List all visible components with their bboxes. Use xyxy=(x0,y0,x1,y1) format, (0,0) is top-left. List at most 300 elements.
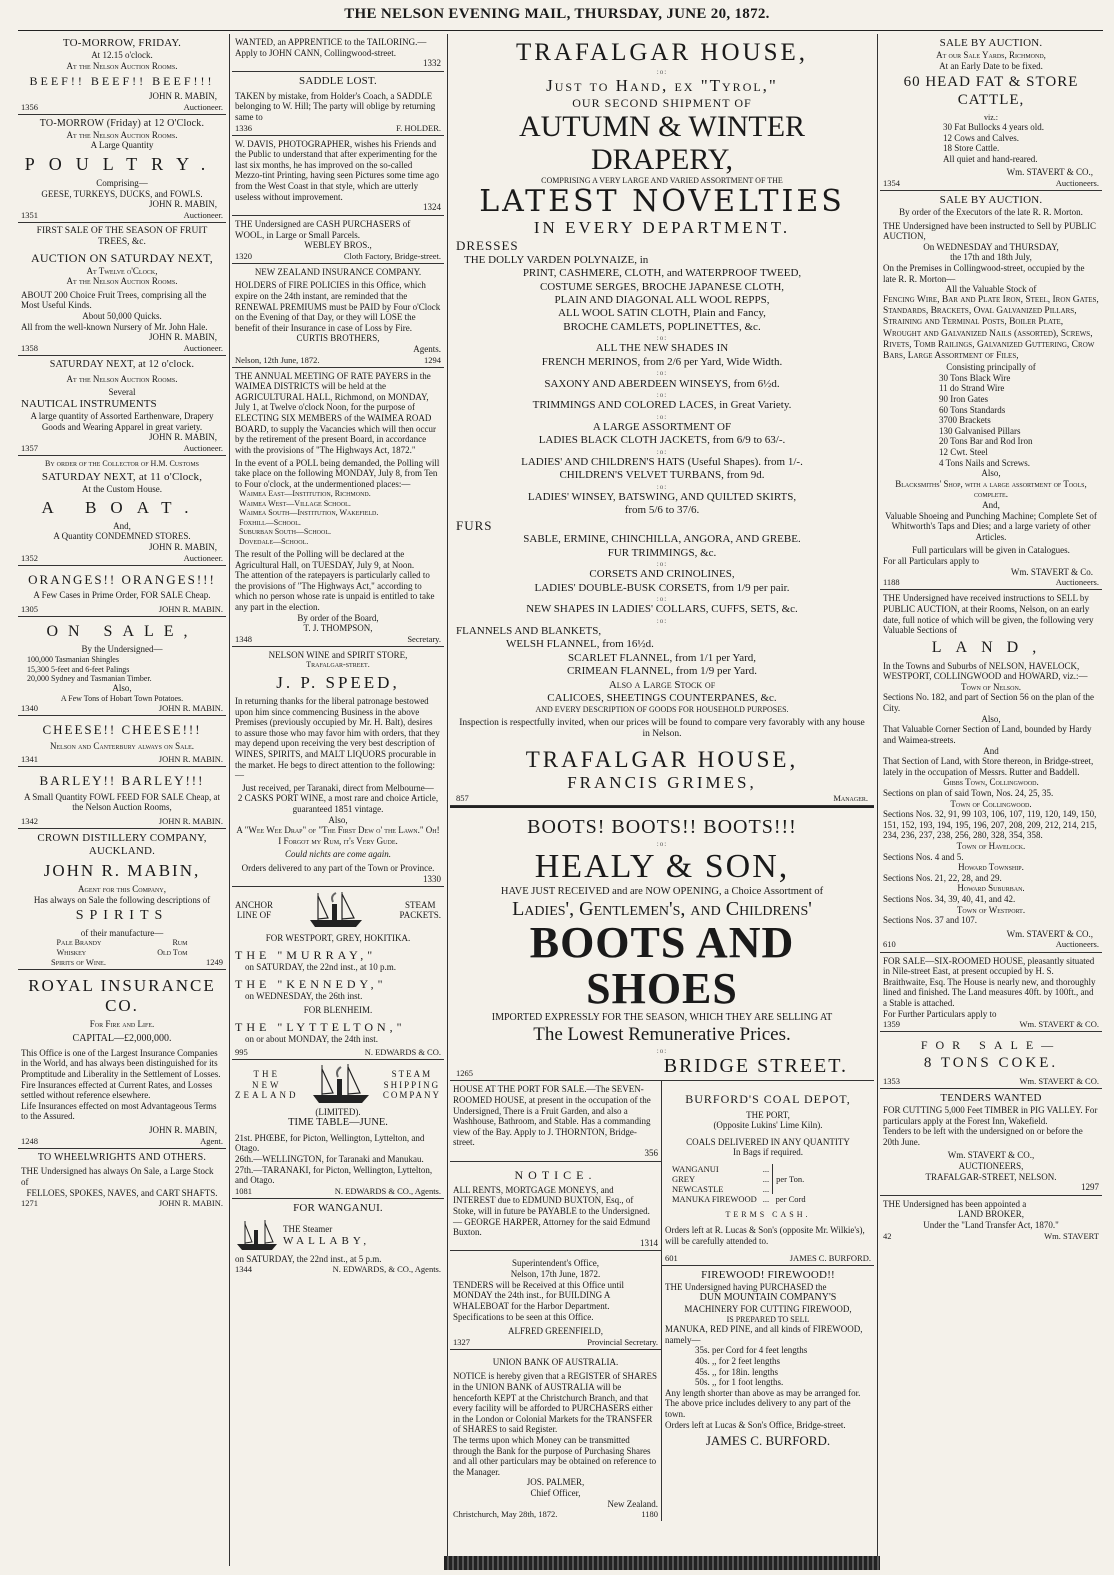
ad-signature: JOHN R. MABIN. xyxy=(158,815,223,826)
ad-role: Secretary. xyxy=(407,633,441,644)
list-item: CRIMEAN FLANNEL, from 1/9 per Yard. xyxy=(566,665,758,678)
list-item: FUR TRIMMINGS, &c. xyxy=(607,546,717,559)
ad-heading: NELSON WINE and SPIRIT STORE, xyxy=(268,649,408,660)
list-item: LADIES' DOUBLE-BUSK CORSETS, from 1/9 per pair. xyxy=(534,581,790,594)
coal-price-table: WANGANUI ... per Ton. GREY ... NEWCASTLE ... MANUKA FIREWOOD ... per Cord xyxy=(669,1164,809,1204)
list-item: 26th.—WELLINGTON, for Taranaki and Manukau. xyxy=(235,1154,424,1165)
ad-signature: Wm. STAVERT xyxy=(1044,1230,1099,1241)
list-item: 11 do Strand Wire xyxy=(939,383,1005,394)
ad-text: Town of Nelson. xyxy=(960,681,1022,692)
ad-role: Provincial Secretary. xyxy=(587,1336,658,1347)
list-item: Waimea West—Village School. xyxy=(239,498,351,508)
ad-signature: JOHN R. MABIN. xyxy=(158,703,223,714)
ad-display: FOR SALE— xyxy=(920,1038,1062,1053)
ad-heading: NEW ZEALAND INSURANCE COMPANY. xyxy=(254,266,422,277)
ad-text: OUR SECOND SHIPMENT OF xyxy=(572,95,752,110)
ad-display: J. P. SPEED, xyxy=(276,672,400,692)
ad-role: Auctioneer. xyxy=(183,342,223,353)
ad-heading: TO WHEELWRIGHTS AND OTHERS. xyxy=(37,1151,207,1163)
ad-text: TERMS CASH. xyxy=(725,1210,811,1220)
ad-signature: ALFRED GREENFIELD, xyxy=(508,1326,603,1337)
ad-display: ON SALE, xyxy=(46,622,198,640)
ad-number: 1351 xyxy=(21,210,38,221)
ad-text: FOR CUTTING 5,000 Feet TIMBER in PIG VALLEY. For particulars apply at the Forest Inn, Wakefield. xyxy=(883,1105,1098,1126)
ad-signature: JOHN R. MABIN, xyxy=(148,432,217,443)
ad-display: BURFORD'S COAL DEPOT, xyxy=(685,1092,851,1107)
ad-signature: JOHN R. MABIN, xyxy=(148,332,217,343)
ad-display: LAND, xyxy=(931,638,1051,656)
ad-text: On the Premises in Collingwood-street, occupied by the late R. R. Morton— xyxy=(883,263,1085,284)
ad-signature: Wm. STAVERT & CO., xyxy=(947,1150,1035,1161)
list-item: 30 Tons Black Wire xyxy=(939,372,1011,383)
column-1 xyxy=(18,34,226,1566)
table-cell: per Ton. xyxy=(773,1164,809,1194)
ad-six-roomed-house xyxy=(880,953,1102,1033)
ad-apprentice xyxy=(232,34,444,72)
sub-column-left xyxy=(450,1081,662,1521)
ad-poultry xyxy=(18,115,226,223)
ad-display: 60 HEAD FAT & STORE CATTLE, xyxy=(903,74,1079,108)
ad-text: Consisting principally of xyxy=(946,362,1036,373)
column-2 xyxy=(232,34,444,1566)
ad-heading: UNION BANK OF AUSTRALIA. xyxy=(492,1356,619,1367)
ad-text: Trafalgar-street. xyxy=(306,660,370,670)
ad-text: Sections Nos. 32, 91, 99 103, 106, 107, 119, 120, 149, 150, 151, 152, 193, 194, 195, 196, 207, 208, 209, 212, 214, 215, 234, 236, 237, 238, 256, 280, 328, 354, 358. xyxy=(883,809,1097,841)
ad-display: TRAFALGAR HOUSE, xyxy=(516,39,808,66)
ad-heading: TENDERS WANTED xyxy=(940,1092,1042,1105)
ad-text: A large quantity of Assorted Earthenware, Drapery Goods and Wearing Apparel in great variety. xyxy=(30,410,214,432)
print-damage-strip xyxy=(444,1556,880,1570)
ad-number: 1320 xyxy=(235,250,252,261)
ad-text: ALL RENTS, MORTGAGE MONEYS, and INTEREST due to EDMUND BUXTON, Esq., of Stoke, will in future be PAYABLE to the Undersigned. — GEORGE HARPER, Attorney for the said Edmund Buxton. xyxy=(453,1184,650,1238)
ad-text: All from the well-known Nursery of Mr. John Hale. xyxy=(21,321,208,332)
ad-text: THE xyxy=(253,1068,280,1079)
ad-text: Sections Nos. 37 and 107. xyxy=(883,915,977,926)
separator: :o: xyxy=(656,594,668,603)
ad-signature: JOHN R. MABIN, xyxy=(148,199,217,210)
ad-signature: JOHN R. MABIN. xyxy=(158,754,223,765)
ad-cattle-auction xyxy=(880,34,1102,191)
separator: :o: xyxy=(656,447,668,456)
ad-text: Sections Nos. 34, 39, 40, 41, and 42. xyxy=(883,894,1016,905)
ad-text: That Section of Land, with Store thereon, in Bridge-street, lately in the occupation of Messrs. Rutter and Baddell. xyxy=(883,756,1094,777)
ad-display: THE "LYTTELTON," xyxy=(235,1020,406,1035)
list-item: LADIES BLACK CLOTH JACKETS, from 6/9 to 63/-. xyxy=(538,434,786,447)
ad-text: Orders left at R. Lucas & Son's (opposite Mr. Wilkie's), will be carefully attended to. xyxy=(665,1225,865,1247)
table-cell: MANUKA FIREWOOD xyxy=(672,1194,757,1205)
ad-text: The result of the Polling will be declared at the Agricultural Hall, on TUESDAY, July 9, at Noon. xyxy=(235,548,415,570)
ad-text: Full particulars will be given in Catalogues. xyxy=(912,545,1070,556)
ad-on-sale xyxy=(18,617,226,717)
list-item: CORSETS AND CRINOLINES, xyxy=(589,568,735,581)
ad-text: Blacksmiths' Shop, with a large assortment of Tools, complete. xyxy=(895,478,1087,500)
ad-text: THE Steamer xyxy=(283,1224,333,1235)
list-item: 4 Tons Nails and Screws. xyxy=(939,457,1030,468)
ad-number: 610 xyxy=(883,939,896,950)
ad-text: For all Particulars apply to xyxy=(883,556,979,567)
ad-role: Auctioneer. xyxy=(183,210,223,221)
ad-text: In returning thanks for the liberal patronage bestowed upon him since commencing Business in the above Premises (previously occupied by Mr. H. Balt), desires to assure those who may favor him with orders, that they may depend upon receiving the very best description of WINES, SPIRITS, and MALT LIQUORS procurable in the market. He begs to direct attention to the following:— xyxy=(235,695,440,781)
ad-text: on SATURDAY, the 22nd inst., at 5 p.m. xyxy=(235,1253,382,1264)
ad-heading: CAPITAL—£2,000,000. xyxy=(72,1032,172,1044)
ad-signature: JOHN R. MABIN, xyxy=(148,91,217,102)
ad-text: At the Custom House. xyxy=(82,484,162,495)
separator: :o: xyxy=(656,412,668,421)
list-item: SCARLET FLANNEL, from 1/1 per Yard, xyxy=(567,651,756,664)
ad-notice-rents xyxy=(450,1162,661,1252)
ad-house-for-sale xyxy=(450,1081,661,1161)
ad-display: LATEST NOVELTIES xyxy=(479,184,845,220)
ad-number: 995 xyxy=(235,1046,248,1057)
ad-display: FRANCIS GRIMES, xyxy=(567,773,757,793)
ad-land-broker xyxy=(880,1196,1102,1243)
ad-number: 1354 xyxy=(883,178,900,189)
list-item: Old Tom xyxy=(157,947,188,957)
ad-number: 1348 xyxy=(235,633,252,644)
ad-number: 1297 xyxy=(1081,1182,1099,1193)
ad-anchor-line xyxy=(232,887,444,1060)
separator: :o: xyxy=(656,616,668,625)
ad-text: Superintendent's Office, xyxy=(512,1258,599,1269)
list-item: WELSH FLANNEL, from 16½d. xyxy=(506,638,654,651)
ad-number: 1336 xyxy=(235,122,252,133)
ad-date: Nelson, 12th June, 1872. xyxy=(235,354,320,365)
separator: :o: xyxy=(656,390,668,399)
ad-display: TRAFALGAR HOUSE, xyxy=(525,747,799,773)
ad-number: 1344 xyxy=(235,1264,252,1275)
ad-display: NOTICE. xyxy=(514,1167,597,1182)
ad-text: Town of Westport. xyxy=(956,904,1026,915)
list-item: 12 Cows and Calves. xyxy=(943,132,1019,143)
ad-signature: N. EDWARDS, & CO., Agents. xyxy=(332,1264,441,1275)
ad-text: THE Undersigned has been appointed a xyxy=(883,1198,1027,1209)
ad-heading: Just to Hand, ex "Tyrol," xyxy=(546,75,778,95)
list-item: PRINT, CASHMERE, CLOTH, and WATERPROOF TWEED, xyxy=(522,267,802,280)
steamship-icon xyxy=(306,890,366,930)
ad-text: A "Wee Wee Drap" of "The First Dew o' the Lawn." Oh! I Forgot my Rum, it's Very Gude. xyxy=(236,825,440,846)
ad-heading: FIRST SALE OF THE SEASON OF FRUIT TREES, &c. xyxy=(36,226,208,248)
ad-number: 1356 xyxy=(21,101,38,112)
ad-text: THE ANNUAL MEETING OF RATE PAYERS in the WAIMEA DISTRICTS will be held at the AGRICULTURAL HALL, Richmond, on MONDAY, July 1, at Twelve o'clock Noon, for the purpose of ELECTING SIX MEMBERS of the WAIMEA ROAD BOARD, to supply the Vacancies which will then occur by the retirement of the present Board, in accordance with the provisions of "The Highways Act, 1872." xyxy=(235,370,437,455)
ad-display: THE "MURRAY," xyxy=(235,947,377,962)
ad-display: HEALY & SON, xyxy=(534,848,790,886)
ad-number: 1352 xyxy=(21,552,38,563)
ad-text: This Office is one of the Largest Insurance Companies in the World, and has always been distinguished for its Promptitude and Liberality in the Settlement of Losses. xyxy=(21,1047,221,1079)
ad-text: PACKETS. xyxy=(399,910,441,921)
ad-text: viz.: xyxy=(984,112,998,122)
ad-text: on SATURDAY, the 22nd inst., at 10 p.m. xyxy=(245,962,397,973)
list-item: 45s. ,, for 18in. lengths xyxy=(695,1366,778,1377)
ad-text: on WEDNESDAY, the 26th inst. xyxy=(245,990,363,1001)
ad-signature: JOHN R. MABIN. xyxy=(158,603,223,614)
ad-text: COMPANY xyxy=(382,1090,441,1101)
ad-text: In Bags if required. xyxy=(733,1147,803,1158)
ad-signature: Wm. STAVERT & CO., xyxy=(1006,167,1093,178)
ad-role: AUCTIONEERS, xyxy=(958,1161,1024,1172)
ad-text: The above price includes delivery to any part of the town. xyxy=(665,1398,851,1419)
ad-date: Christchurch, May 28th, 1872. xyxy=(453,1509,558,1520)
ad-signature: JOS. PALMER, xyxy=(526,1477,585,1488)
ad-role: Auctioneer. xyxy=(183,101,223,112)
separator: :o: xyxy=(656,369,668,378)
ad-text: A Quantity CONDEMNED STORES. xyxy=(53,531,191,542)
ad-signature: N. EDWARDS & CO. xyxy=(364,1046,441,1057)
ad-text: The terms upon which Money can be transmitted through the Bank for the purpose of Purchasing Shares and all other particulars may be obtained on reference to the Manager. xyxy=(453,1435,657,1477)
ad-heading: TO-MORROW (Friday) at 12 O'Clock. xyxy=(39,117,205,129)
ad-heading: FOR WANGANUI. xyxy=(293,1201,383,1214)
ad-heading: COALS DELIVERED IN ANY QUANTITY xyxy=(686,1136,850,1147)
list-item: 20 Tons Bar and Rod Iron xyxy=(939,436,1033,447)
ad-number: 1340 xyxy=(21,703,38,714)
ad-number: 1249 xyxy=(206,957,223,968)
separator: :o: xyxy=(656,334,668,343)
ad-text: Any length shorter than above as may be arranged for. xyxy=(665,1387,861,1398)
ad-text: For Fire and Life. xyxy=(89,1019,155,1030)
table-cell: GREY xyxy=(672,1173,696,1184)
ad-text: At an Early Date to be fixed. xyxy=(939,60,1043,71)
ad-nz-shipping xyxy=(232,1060,444,1199)
ad-nautical xyxy=(18,356,226,456)
ad-text: Also, xyxy=(981,468,1001,479)
ad-text: Fire Insurances effected at Current Rates, and Losses settled without reference elsewhere. xyxy=(21,1079,213,1101)
ad-fruit-trees xyxy=(18,223,226,356)
list-item: THE DOLLY VARDEN POLYNAIZE, in xyxy=(464,253,649,266)
column-rule xyxy=(447,34,448,1566)
ad-display: BRIDGE STREET. xyxy=(663,1054,848,1077)
list-item: BROCHE CAMLETS, POPLINETTES, &c. xyxy=(563,320,761,333)
masthead: THE NELSON EVENING MAIL, THURSDAY, JUNE 20, 1872. xyxy=(344,6,770,22)
ad-healy-son xyxy=(450,806,874,1081)
ad-number: 42 xyxy=(883,1230,892,1241)
ad-barley xyxy=(18,767,226,829)
list-item: SAXONY AND ABERDEEN WINSEYS, from 6½d. xyxy=(544,377,780,390)
steamship-icon xyxy=(310,1063,372,1107)
ad-firewood xyxy=(662,1266,874,1451)
ad-text: of their manufacture— xyxy=(80,927,164,938)
list-item: 21st. PHŒBE, for Picton, Wellington, Lyttelton, and Otago. xyxy=(235,1132,425,1154)
list-item: 60 Tons Standards xyxy=(939,404,1006,415)
ad-rate-payers xyxy=(232,368,444,647)
ad-heading: TO-MORROW, FRIDAY. xyxy=(62,37,182,49)
ad-signature: Wm. STAVERT & CO., xyxy=(1006,928,1093,939)
ad-crown-distillery xyxy=(18,829,226,970)
ad-text: THE Undersigned are CASH PURCHASERS of WOOL, in Large or Small Parcels. xyxy=(235,218,411,240)
ad-text: MANUKA, RED PINE, and all kinds of FIREWOOD, namely— xyxy=(665,1324,863,1345)
ad-text: That Valuable Corner Section of Land, bounded by Hardy and Waimea-streets. xyxy=(883,724,1092,745)
ad-display: BARLEY!! BARLEY!!! xyxy=(39,773,205,789)
sub-columns xyxy=(450,1081,874,1521)
ad-text: Town of Collingwood. xyxy=(950,798,1032,809)
list-item: COSTUME SERGES, BROCHE JAPANESE CLOTH, xyxy=(539,280,785,293)
list-item: AND EVERY DESCRIPTION OF GOODS FOR HOUSEHOLD PURPOSES. xyxy=(535,705,789,715)
ad-number: 1294 xyxy=(424,354,441,365)
ad-text: In the event of a POLL being demanded, the Polling will take place on the following MONDAY, July 8, from Ten to Four o'clock, at the undermentioned places:— xyxy=(235,457,440,489)
ad-text: Life Insurances effected on most Advantageous Terms to the Assured. xyxy=(21,1100,217,1122)
ad-text: Fencing Wire, Bar and Plate Iron, Steel, Iron Gates, Standards, Brackets, Oval Galvanized Pillars, Straining and Terminal Posts, Boiler Plate, Wrought and Galvanized Nails (assorted), Screws, Rivets, Tomb Railings, Galvanized Guttering, Crow Bars, Large Assortment of Files, xyxy=(883,294,1099,361)
ad-date: Nelson, 17th June, 1872. xyxy=(510,1269,601,1280)
ad-signature: Wm. STAVERT & CO. xyxy=(1019,1076,1099,1087)
list-item: SABLE, ERMINE, CHINCHILLA, ANGORA, AND GREBE. xyxy=(523,533,801,546)
ad-number: 1330 xyxy=(423,873,441,884)
ad-text: TAKEN by mistake, from Holder's Coach, a SADDLE belonging to W. Hill; The party will oblige by returning same to xyxy=(235,90,436,123)
ad-signature: N. EDWARDS & CO., Agents. xyxy=(334,1185,441,1196)
list-item: 130 Galvanised Pillars xyxy=(939,425,1021,436)
ad-text: At 12.15 o'clock. xyxy=(91,49,153,60)
list-item: Pale Brandy xyxy=(56,938,102,948)
ad-text: MACHINERY FOR CUTTING FIREWOOD, xyxy=(684,1304,852,1315)
ad-text: COMPRISING A VERY LARGE AND VARIED ASSORTMENT OF THE xyxy=(541,175,783,185)
ad-beef xyxy=(18,34,226,115)
ad-wool xyxy=(232,216,444,264)
separator: :o: xyxy=(656,839,668,848)
ad-boat xyxy=(18,456,226,566)
ad-display: THE "KENNEDY," xyxy=(235,976,387,991)
list-item: ALL THE NEW SHADES IN xyxy=(595,342,729,355)
ad-morton-auction xyxy=(880,191,1102,590)
ad-display: NAUTICAL INSTRUMENTS xyxy=(21,397,157,410)
ad-number: 1188 xyxy=(883,577,900,588)
list-item: TRIMMINGS AND COLORED LACES, in Great Variety. xyxy=(532,399,792,412)
ad-text: A Few Cases in Prime Order, FOR SALE Cheap. xyxy=(33,589,211,600)
ad-signature: JOHN R. MABIN. xyxy=(158,1198,223,1209)
ad-signature: JOHN R. MABIN, xyxy=(148,542,217,553)
ad-text: Howard Township. xyxy=(958,862,1024,873)
ad-text: 2 CASKS PORT WINE, a most rare and choice Article, guaranteed 1851 vintage. xyxy=(237,793,439,815)
ad-text: HOLDERS of FIRE POLICIES in this Office, which expire on the 24th instant, are reminded that the RENEWAL PREMIUMS must be PAID by Four o'Clock on the Evening of that Day, or they will LOSE the benefit of their Insurance in case of Loss by Fire. xyxy=(235,280,441,333)
ad-text: FELLOES, SPOKES, NAVES, and CART SHAFTS. xyxy=(26,1187,218,1198)
ad-number: 857 xyxy=(456,793,469,804)
ad-text: A Large Quantity xyxy=(90,140,154,151)
ad-heading: FIREWOOD! FIREWOOD!! xyxy=(701,1268,835,1281)
ad-heading: DUN MOUNTAIN COMPANY'S xyxy=(699,1292,837,1304)
ad-text: THE Undersigned have been instructed to Sell by PUBLIC AUCTION, xyxy=(883,220,1096,242)
ad-text: At the Nelson Auction Rooms. xyxy=(66,60,178,71)
ad-text: In the Towns and Suburbs of NELSON, HAVELOCK, WESTPORT, COLLINGWOOD and HOWARD, viz.:— xyxy=(883,660,1088,682)
ad-text: Also, xyxy=(981,713,1001,724)
ad-heading: FOR WESTPORT, GREY, HOKITIKA. xyxy=(265,933,411,944)
ad-text: At our Sale Yards, Richmond, xyxy=(936,49,1046,60)
ad-number: 601 xyxy=(665,1252,678,1263)
ad-display: POULTRY. xyxy=(24,153,220,174)
list-item: 100,000 Tasmanian Shingles xyxy=(27,655,119,665)
ad-signature: WEBLEY BROS., xyxy=(304,240,372,251)
ad-text: Tenders to be left with the undersigned on or before the 20th June. xyxy=(883,1126,1083,1147)
ad-role: Auctioneers. xyxy=(1055,939,1099,950)
ad-text: FOR SALE—SIX-ROOMED HOUSE, pleasantly situated in Nile-street East, at present occupied by H. S. Braithwaite, Esq. The House is nearly new, and thoroughly lined and finished. The Land measures 40ft. by 100ft., and a Stable is attached. xyxy=(883,955,1096,1008)
list-item: NEW SHAPES IN LADIES' COLLARS, CUFFS, SETS, &c. xyxy=(526,603,798,616)
ad-wine-store xyxy=(232,647,444,887)
ad-heading: TIME TABLE—JUNE. xyxy=(288,1117,388,1129)
ad-display: Ladies', Gentlemen's, and Childrens' xyxy=(512,897,812,920)
ad-number: 1324 xyxy=(423,202,441,213)
ad-heading: SALE BY AUCTION. xyxy=(939,37,1043,49)
ad-text: About 50,000 Quicks. xyxy=(82,311,162,322)
ad-text: Orders delivered to any part of the Town or Province. xyxy=(241,863,435,874)
ad-number: 1305 xyxy=(21,603,38,614)
ad-text: ABOUT 200 Choice Fruit Trees, comprising all the Most Useful Kinds. xyxy=(21,289,207,311)
ad-role: Auctioneer. xyxy=(183,442,223,453)
ad-number: 1180 xyxy=(641,1509,658,1520)
ad-text: Also, xyxy=(112,683,132,694)
ad-text: For Further Particulars apply to xyxy=(883,1008,997,1019)
list-item: LADIES' AND CHILDREN'S HATS (Useful Shapes). from 1/-. xyxy=(521,455,803,468)
ad-text: TRAFALGAR-STREET, NELSON. xyxy=(925,1171,1057,1182)
ad-display: A BOAT. xyxy=(41,497,203,517)
ad-number: 1327 xyxy=(453,1336,470,1347)
ad-photographer xyxy=(232,136,444,216)
ad-trafalgar-house xyxy=(450,34,874,806)
ad-heading: AUCTION ON SATURDAY NEXT, xyxy=(31,251,213,266)
ad-display: SPIRITS xyxy=(75,908,169,924)
ad-role: Auctioneers. xyxy=(1055,577,1099,588)
ad-wanganui xyxy=(232,1199,444,1277)
column-4 xyxy=(880,34,1102,1566)
ad-text: THE PORT, xyxy=(746,1109,790,1120)
ad-text: the 17th and 18th July, xyxy=(950,252,1032,263)
ad-text: WANTED, an APPRENTICE to the TAILORING.—Apply to JOHN CANN, Collingwood-street. xyxy=(235,37,427,58)
ad-text: By order of the Executors of the late R. R. Morton. xyxy=(899,207,1083,218)
ad-number: 1081 xyxy=(235,1185,252,1196)
ad-number: 1353 xyxy=(883,1076,900,1087)
list-item: Foxhill—School. xyxy=(239,517,301,527)
ad-text: Gibbs Town, Collingwood. xyxy=(943,777,1039,788)
list-item: FLANNELS AND BLANKETS, xyxy=(456,624,602,637)
list-item: 40s. ,, for 2 feet lengths xyxy=(695,1355,780,1366)
ad-number: 1358 xyxy=(21,342,38,353)
ad-text: THE Undersigned has always On Sale, a Large Stock of xyxy=(21,1166,214,1187)
ad-text: Could nichts are come again. xyxy=(285,849,391,860)
ad-heading: SALE BY AUCTION. xyxy=(939,194,1043,207)
ad-text: A Few Tons of Hobart Town Potatoes. xyxy=(60,694,184,703)
ad-display: ROYAL INSURANCE CO. xyxy=(28,976,216,1016)
ad-number: 1314 xyxy=(640,1237,658,1248)
column-3 xyxy=(450,34,874,1566)
ad-number: 356 xyxy=(644,1148,658,1159)
ad-text: The attention of the ratepayers is particularly called to the provisions of "The Highways Act," according to which no person whose rate is unpaid is entitled to take any part in the election. xyxy=(235,570,435,613)
ad-signature: F. HOLDER. xyxy=(396,122,441,133)
ad-text: Also, xyxy=(328,814,348,825)
ad-heading: SATURDAY NEXT, at 12 o'clock. xyxy=(49,358,195,370)
list-item: 27th.—TARANAKI, for Picton, Wellington, Lyttelton, and Otago. xyxy=(235,1164,433,1186)
ad-signature: Wm. STAVERT & CO. xyxy=(1019,1019,1099,1030)
list-item: Dovedale—School. xyxy=(239,536,309,546)
ad-text: STEAM xyxy=(391,1068,433,1079)
ad-text: A Small Quantity FOWL FEED FOR SALE Cheap, at the Nelson Auction Rooms, xyxy=(24,791,220,813)
ad-text: HAVE JUST RECEIVED and are NOW OPENING, a Choice Assortment of xyxy=(500,885,824,897)
ad-signature: Wm. STAVERT & Co. xyxy=(1010,566,1093,577)
ad-text: And, xyxy=(982,500,1000,511)
ad-coke xyxy=(880,1032,1102,1089)
ad-display: LAND BROKER, xyxy=(957,1209,1024,1220)
ad-display: BOOTS! BOOTS!! BOOTS!!! xyxy=(527,816,797,839)
table-cell: per Cord xyxy=(775,1194,806,1205)
list-item: Waimea South—Institution, Wakefield. xyxy=(239,508,379,518)
ad-role: Cloth Factory, Bridge-street. xyxy=(343,250,441,261)
ad-display: WALLABY, xyxy=(283,1234,371,1247)
list-item: 15,300 5-feet and 6-feet Palings xyxy=(27,664,130,674)
separator: :o: xyxy=(656,482,668,491)
list-item: CALICOES, SHEETINGS COUNTERPANES, &c. xyxy=(547,691,777,704)
ad-signature: JAMES C. BURFORD. xyxy=(789,1252,871,1263)
ad-nz-insurance xyxy=(232,264,444,368)
ad-text: HOUSE AT THE PORT FOR SALE.—The SEVEN-ROOMED HOUSE, at present in the occupation of the Undersigned, There is a Fruit Garden, and also a Washhouse, Bathroom, and Stable. Has a commanding view of the Bay. Apply to J. THORNTON, Bridge-street. xyxy=(453,1084,651,1148)
ad-text: Sections Nos. 21, 22, 28, and 29. xyxy=(883,872,1002,883)
ad-text: At the Nelson Auction Rooms. xyxy=(66,129,178,140)
ad-number: 1248 xyxy=(21,1135,38,1146)
ad-text: ANCHOR xyxy=(235,899,274,910)
list-item: PLAIN AND DIAGONAL ALL WOOL REPPS, xyxy=(554,293,770,306)
ad-text: At the Nelson Auction Rooms. xyxy=(66,276,178,287)
